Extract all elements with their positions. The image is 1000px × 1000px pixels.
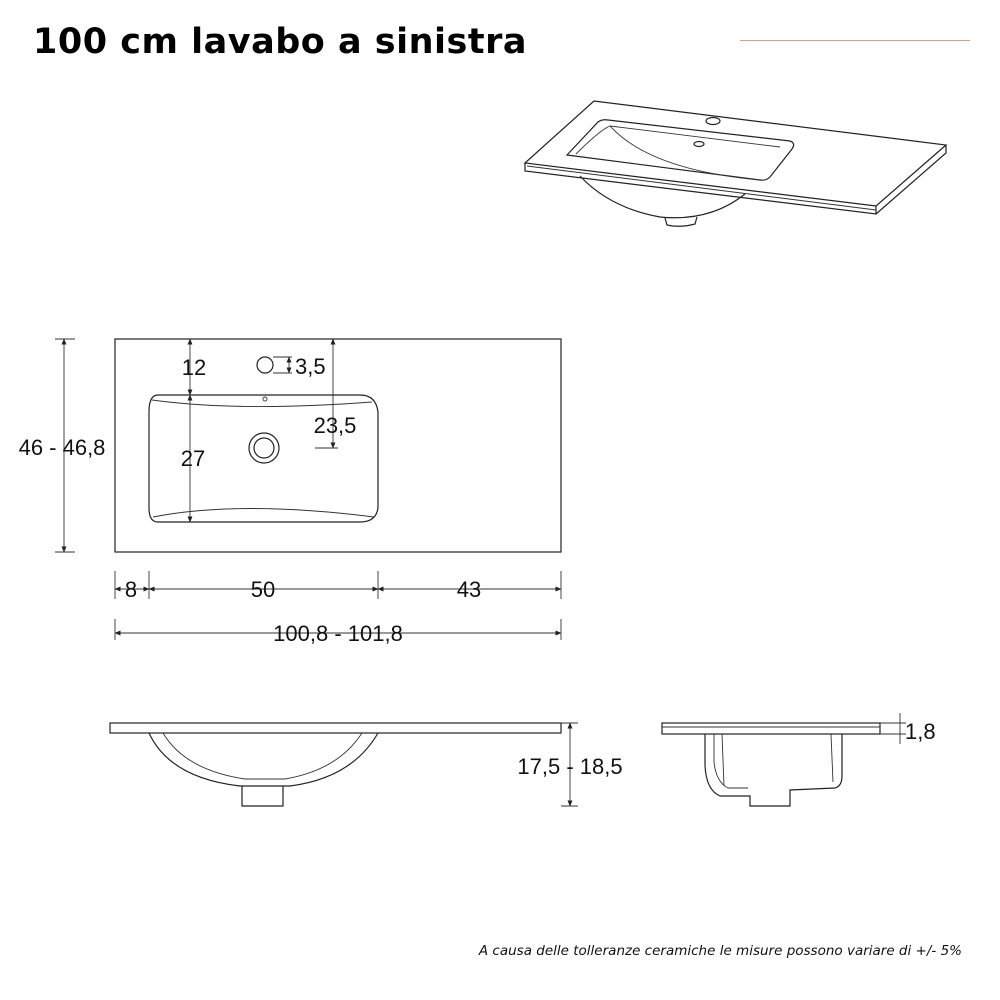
page-title: 100 cm lavabo a sinistra: [33, 22, 527, 62]
total-width-label: 100,8 - 101,8: [273, 621, 403, 646]
tap-offset-label: 12: [181, 355, 207, 380]
left-margin-label: 8: [124, 577, 138, 602]
basin-depth-label: 27: [180, 446, 206, 471]
perspective-view: [525, 101, 946, 226]
side-view: [662, 713, 936, 806]
right-margin-label: 43: [456, 577, 482, 602]
front-view: [110, 723, 623, 806]
top-view: [19, 339, 561, 646]
tolerance-note: A causa delle tolleranze ceramiche le misure possono variare di +/- 5%: [478, 943, 962, 959]
drain-offset-label: 23,5: [313, 413, 357, 438]
basin-width-label: 50: [250, 577, 276, 602]
height-label: 17,5 - 18,5: [517, 754, 623, 779]
thickness-label: 1,8: [905, 719, 936, 744]
depth-label: 46 - 46,8: [18, 435, 106, 460]
tap-hole-label: 3,5: [295, 354, 326, 379]
